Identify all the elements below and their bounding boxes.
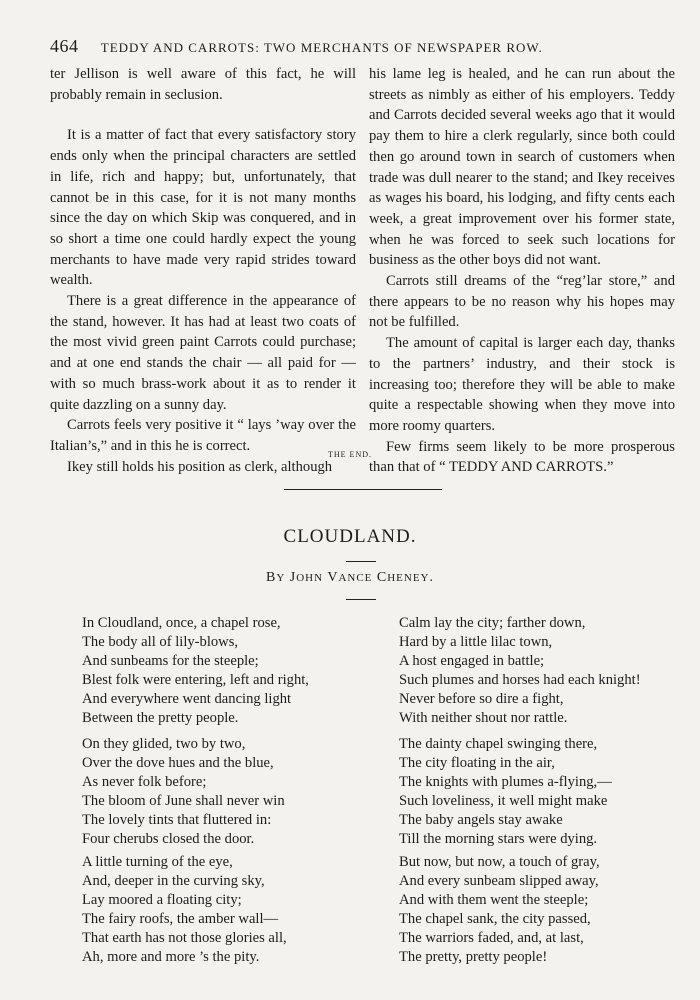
poem-stanza <box>399 614 641 728</box>
poem-line: With neither shout nor rattle. <box>399 710 568 726</box>
byline-initial: J <box>289 570 297 585</box>
byline-initial: V <box>327 570 339 585</box>
poem-stanza <box>399 853 600 967</box>
poem-stanza <box>399 735 612 849</box>
page-number: 464 <box>50 36 79 56</box>
poem-line: In Cloudland, once, a chapel rose, <box>82 615 281 631</box>
poem-line: Hard by a little lilac town, <box>399 634 553 650</box>
poem-line: The dainty chapel swinging there, <box>399 736 598 752</box>
story-paragraph: Few firms seem likely to be more prosperous than that of “ TEDDY AND CARROTS.” <box>369 438 675 476</box>
story-paragraph: ter Jellison is well aware of this fact, he will probably remain in seclusion. <box>50 66 356 103</box>
poem-line: But now, but now, a touch of gray, <box>399 854 600 870</box>
story-paragraph: his lame leg is healed, and he can run about the streets as nimbly as either of his employers. Teddy and Carrots decided several weeks ago that it would pay them to hire a clerk regularly, since both could then go around town in search of customers when trade was dull nearer to the stand; and Ikey receives as wages his board, his lodging, and fifty cents each week, a great improvement over his former state, when he was forced to seek such locations for business as the other boys did not want. <box>369 66 675 269</box>
story-left-column <box>50 64 356 477</box>
story-paragraph: Carrots feels very positive it “ lays ’way over the Italian’s,” and in this he is correct. <box>50 417 356 454</box>
running-title: TEDDY AND CARROTS: TWO MERCHANTS OF NEWSPAPER ROW. <box>100 40 543 55</box>
story-paragraph: Ikey still holds his position as clerk, although <box>67 458 333 475</box>
story-paragraph: There is a great difference in the appearance of the stand, however. It has had at least two coats of the most vivid green paint Carrots could purchase; and at one end stands the chair — all paid for — with so much brass-work about it as to render it quite dazzling on a sunny day. <box>50 293 356 413</box>
poem-line: The fairy roofs, the amber wall— <box>82 911 279 927</box>
poem-line: A little turning of the eye, <box>82 854 233 870</box>
title-rule <box>346 561 376 562</box>
poem-line: The knights with plumes a-flying,— <box>399 774 612 790</box>
byline-smallcaps: OHN <box>296 572 324 584</box>
poem-line: And sunbeams for the steeple; <box>82 653 259 669</box>
byline-rule <box>346 599 376 600</box>
story-paragraph: Carrots still dreams of the “reg’lar store,” and there appears to be no reason why his hopes may not be fulfilled. <box>369 273 675 331</box>
poem-line: The city floating in the air, <box>399 755 555 771</box>
poem-line: Calm lay the city; farther down, <box>399 615 586 631</box>
story-right-column <box>369 64 675 478</box>
poem-line: The chapel sank, the city passed, <box>399 911 591 927</box>
poem-line: Lay moored a floating city; <box>82 892 242 908</box>
poem-line: The lovely tints that fluttered in: <box>82 812 272 828</box>
story-paragraph: It is a matter of fact that every satisfactory story ends only when the principal characters are settled in life, rich and happy; but, unfortunately, that cannot be in this case, for it is not many months since the day on which Skip was conquered, and in so short a time one could hardly expect the young merchants to have made very rapid strides toward wealth. <box>50 127 356 289</box>
poem-stanza <box>82 614 309 728</box>
the-end-label: THE END. <box>328 450 372 459</box>
poem-line: And, deeper in the curving sky, <box>82 873 265 889</box>
poem-line: Such plumes and horses had each knight! <box>399 672 641 688</box>
byline-smallcaps: ANCE <box>338 572 373 584</box>
poem-line: That earth has not those glories all, <box>82 930 287 946</box>
byline-smallcaps: HENEY <box>387 572 430 584</box>
byline-smallcaps: Y <box>276 572 286 584</box>
poem-line: A host engaged in battle; <box>399 653 545 669</box>
poem-title: CLOUDLAND. <box>283 526 417 547</box>
poem-line: Four cherubs closed the door. <box>82 831 255 847</box>
poem-line: And everywhere went dancing light <box>82 691 292 707</box>
poem-line: On they glided, two by two, <box>82 736 246 752</box>
poem-line: Between the pretty people. <box>82 710 239 726</box>
poem-stanza <box>82 735 285 849</box>
byline-initial: B <box>265 570 277 585</box>
poem-line: The pretty, pretty people! <box>399 949 548 965</box>
poem-stanza <box>82 853 287 967</box>
poem-line: The warriors faded, and, at last, <box>399 930 584 946</box>
poem-line: Blest folk were entering, left and right, <box>82 672 309 688</box>
poem-byline <box>0 570 700 586</box>
poem-line: Ah, more and more ’s the pity. <box>82 949 260 965</box>
poem-line: Never before so dire a fight, <box>399 691 564 707</box>
poem-line: Such loveliness, it well might make <box>399 793 608 809</box>
poem-line: The bloom of June shall never win <box>82 793 285 809</box>
poem-line: The body all of lily-blows, <box>82 634 239 650</box>
poem-line: And with them went the steeple; <box>399 892 589 908</box>
byline-period: . <box>429 570 435 585</box>
poem-line: Till the morning stars were dying. <box>399 831 598 847</box>
story-paragraph: The amount of capital is larger each day, thanks to the partners’ industry, and their stock is increasing too; therefore they will be able to make quite a respectable showing when they move into more roomy quarters. <box>369 335 675 434</box>
poem-line: As never folk before; <box>82 774 207 790</box>
byline-initial: C <box>376 570 388 585</box>
section-divider <box>284 489 442 490</box>
poem-line: Over the dove hues and the blue, <box>82 755 274 771</box>
page-header <box>50 36 670 57</box>
poem-line: The baby angels stay awake <box>399 812 563 828</box>
poem-line: And every sunbeam slipped away, <box>399 873 599 889</box>
